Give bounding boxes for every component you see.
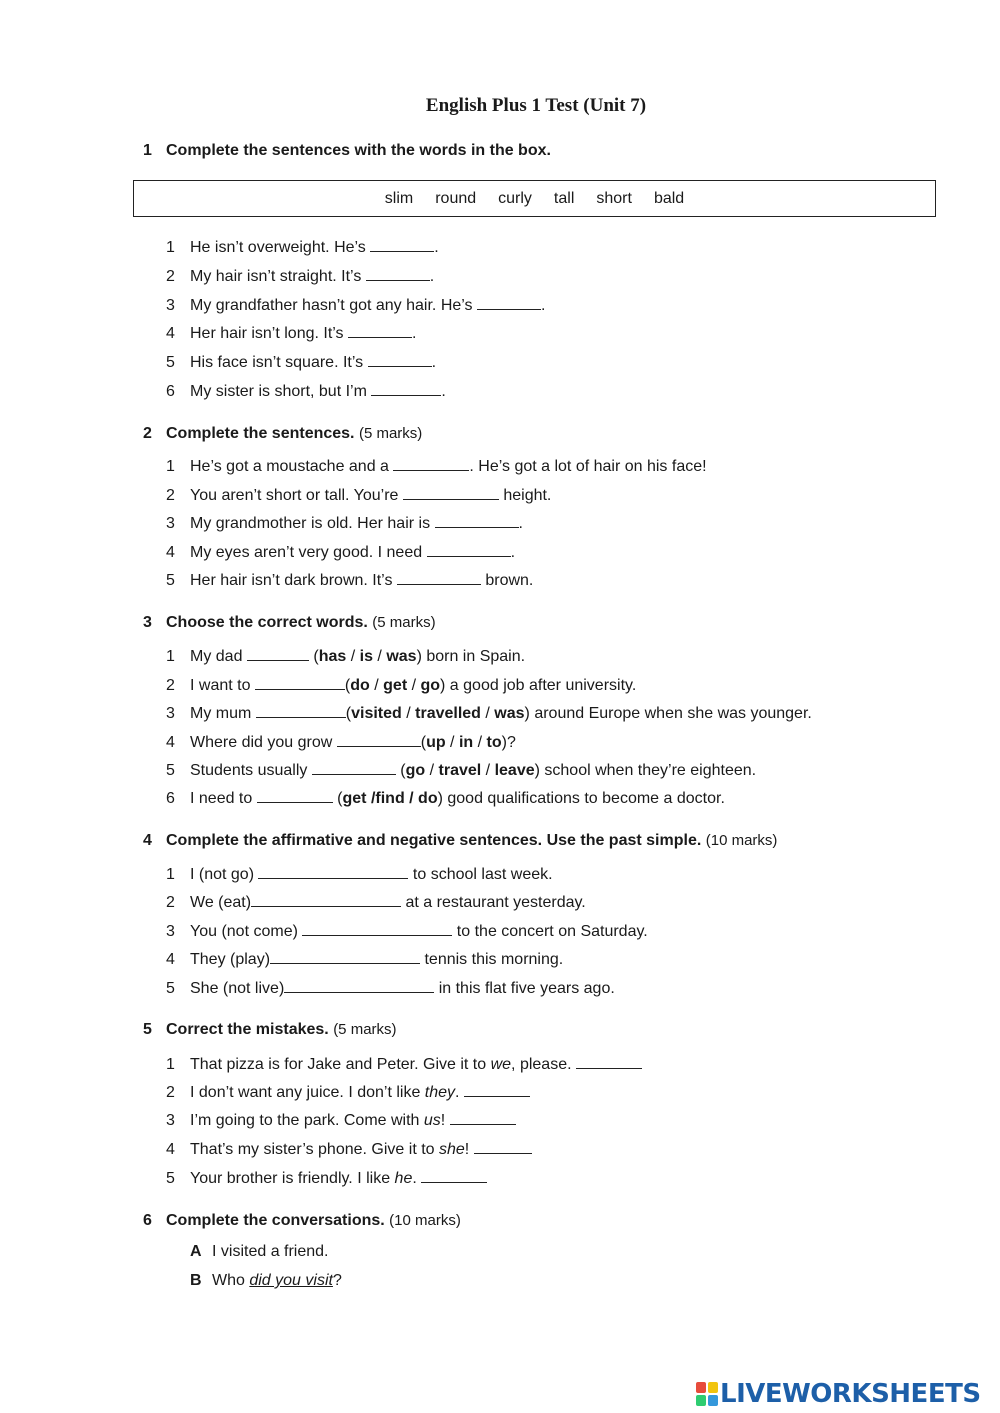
section-1-heading: 1 Complete the sentences with the words in the box. <box>143 142 551 159</box>
answer-blank[interactable] <box>450 1110 516 1125</box>
answer-blank[interactable] <box>464 1082 530 1097</box>
answer-blank[interactable] <box>284 978 434 993</box>
answer-blank[interactable] <box>421 1168 487 1183</box>
word-box-word: curly <box>498 189 532 207</box>
answer-blank[interactable] <box>370 237 434 252</box>
answer-blank[interactable] <box>348 323 412 338</box>
list-item: 2 I don’t want any juice. I don’t like they. <box>166 1082 530 1102</box>
answer-blank[interactable] <box>337 732 421 747</box>
list-item: 6 My sister is short, but I’m . <box>166 383 446 400</box>
list-item: 5 Students usually (go / travel / leave) school when they’re eighteen. <box>166 762 757 779</box>
list-item: 5 Her hair isn’t dark brown. It’s brown. <box>166 572 534 589</box>
list-item: 2 We (eat) at a restaurant yesterday. <box>166 894 586 911</box>
section-4-heading: 4 Complete the affirmative and negative sentences. Use the past simple. (10 marks) <box>143 832 778 849</box>
list-item: 2 I want to (do / get / go) a good job after university. <box>166 677 637 694</box>
answer-blank[interactable] <box>270 949 420 964</box>
answer-blank[interactable] <box>397 570 481 585</box>
answer-blank[interactable] <box>403 485 499 500</box>
list-item: 1 He isn’t overweight. He’s . <box>166 239 439 256</box>
list-item: 3 My mum (visited / travelled / was) around Europe when she was younger. <box>166 705 812 722</box>
word-box-word: short <box>596 189 632 207</box>
list-item: 1 My dad (has / is / was) born in Spain. <box>166 648 526 665</box>
answer-blank[interactable] <box>427 542 511 557</box>
list-item: 4 That’s my sister’s phone. Give it to she! <box>166 1139 532 1159</box>
section-3-heading: 3 Choose the correct words. (5 marks) <box>143 614 436 631</box>
answer-blank[interactable] <box>255 675 345 690</box>
list-item: 1 He’s got a moustache and a . He’s got a lot of hair on his face! <box>166 458 707 475</box>
word-box-word: tall <box>553 189 575 207</box>
word-box <box>133 180 936 217</box>
word-box-word: bald <box>653 189 685 207</box>
list-item: 4 Her hair isn’t long. It’s . <box>166 325 417 342</box>
list-item: 1 That pizza is for Jake and Peter. Give it to we, please. <box>166 1054 642 1074</box>
answer-blank[interactable] <box>312 760 396 775</box>
list-item: 5 She (not live) in this flat five years ago. <box>166 980 615 997</box>
answer-blank[interactable] <box>368 352 432 367</box>
liveworksheets-logo <box>696 1377 996 1411</box>
answer-blank[interactable] <box>257 788 333 803</box>
answer-blank[interactable] <box>251 892 401 907</box>
answer-blank[interactable] <box>477 295 541 310</box>
list-item: 4 Where did you grow (up / in / to)? <box>166 734 516 751</box>
list-item: 1 I (not go) to school last week. <box>166 866 553 883</box>
logo-text: LIVEWORKSHEETS <box>720 1379 981 1409</box>
list-item: 4 My eyes aren’t very good. I need . <box>166 544 516 561</box>
list-item: 5 His face isn’t square. It’s . <box>166 354 437 371</box>
list-item: 5 Your brother is friendly. I like he. <box>166 1168 487 1188</box>
list-item: 3 My grandfather hasn’t got any hair. He’s . <box>166 297 546 314</box>
word-box-word: slim <box>384 189 414 207</box>
list-item: 3 You (not come) to the concert on Saturday. <box>166 923 648 940</box>
answer-blank[interactable] <box>576 1054 642 1069</box>
page-title: English Plus 1 Test (Unit 7) <box>425 95 647 116</box>
section-6-heading: 6 Complete the conversations. (10 marks) <box>143 1212 461 1229</box>
answer-blank[interactable] <box>258 864 408 879</box>
answer-blank[interactable] <box>302 921 452 936</box>
logo-icon <box>696 1382 718 1406</box>
list-item: 2 You aren’t short or tall. You’re height. <box>166 487 552 504</box>
word-box-word: round <box>435 189 477 207</box>
list-item: 2 My hair isn’t straight. It’s . <box>166 268 435 285</box>
answer-blank[interactable] <box>371 381 441 396</box>
section-5-heading: 5 Correct the mistakes. (5 marks) <box>143 1021 397 1038</box>
answer-blank[interactable] <box>247 646 309 661</box>
answer-blank[interactable] <box>366 266 430 281</box>
list-item: 3 I’m going to the park. Come with us! <box>166 1110 516 1130</box>
conversation-line: A I visited a friend. <box>190 1243 329 1260</box>
answer-blank[interactable] <box>474 1139 532 1154</box>
answer-blank[interactable] <box>435 513 519 528</box>
answer-blank[interactable] <box>393 456 469 471</box>
list-item: 6 I need to (get /find / do) good qualifications to become a doctor. <box>166 790 725 807</box>
section-2-heading: 2 Complete the sentences. (5 marks) <box>143 425 423 442</box>
conversation-line: B Who did you visit? <box>190 1272 342 1289</box>
list-item: 4 They (play) tennis this morning. <box>166 951 564 968</box>
answer-blank[interactable] <box>256 703 346 718</box>
list-item: 3 My grandmother is old. Her hair is . <box>166 515 523 532</box>
